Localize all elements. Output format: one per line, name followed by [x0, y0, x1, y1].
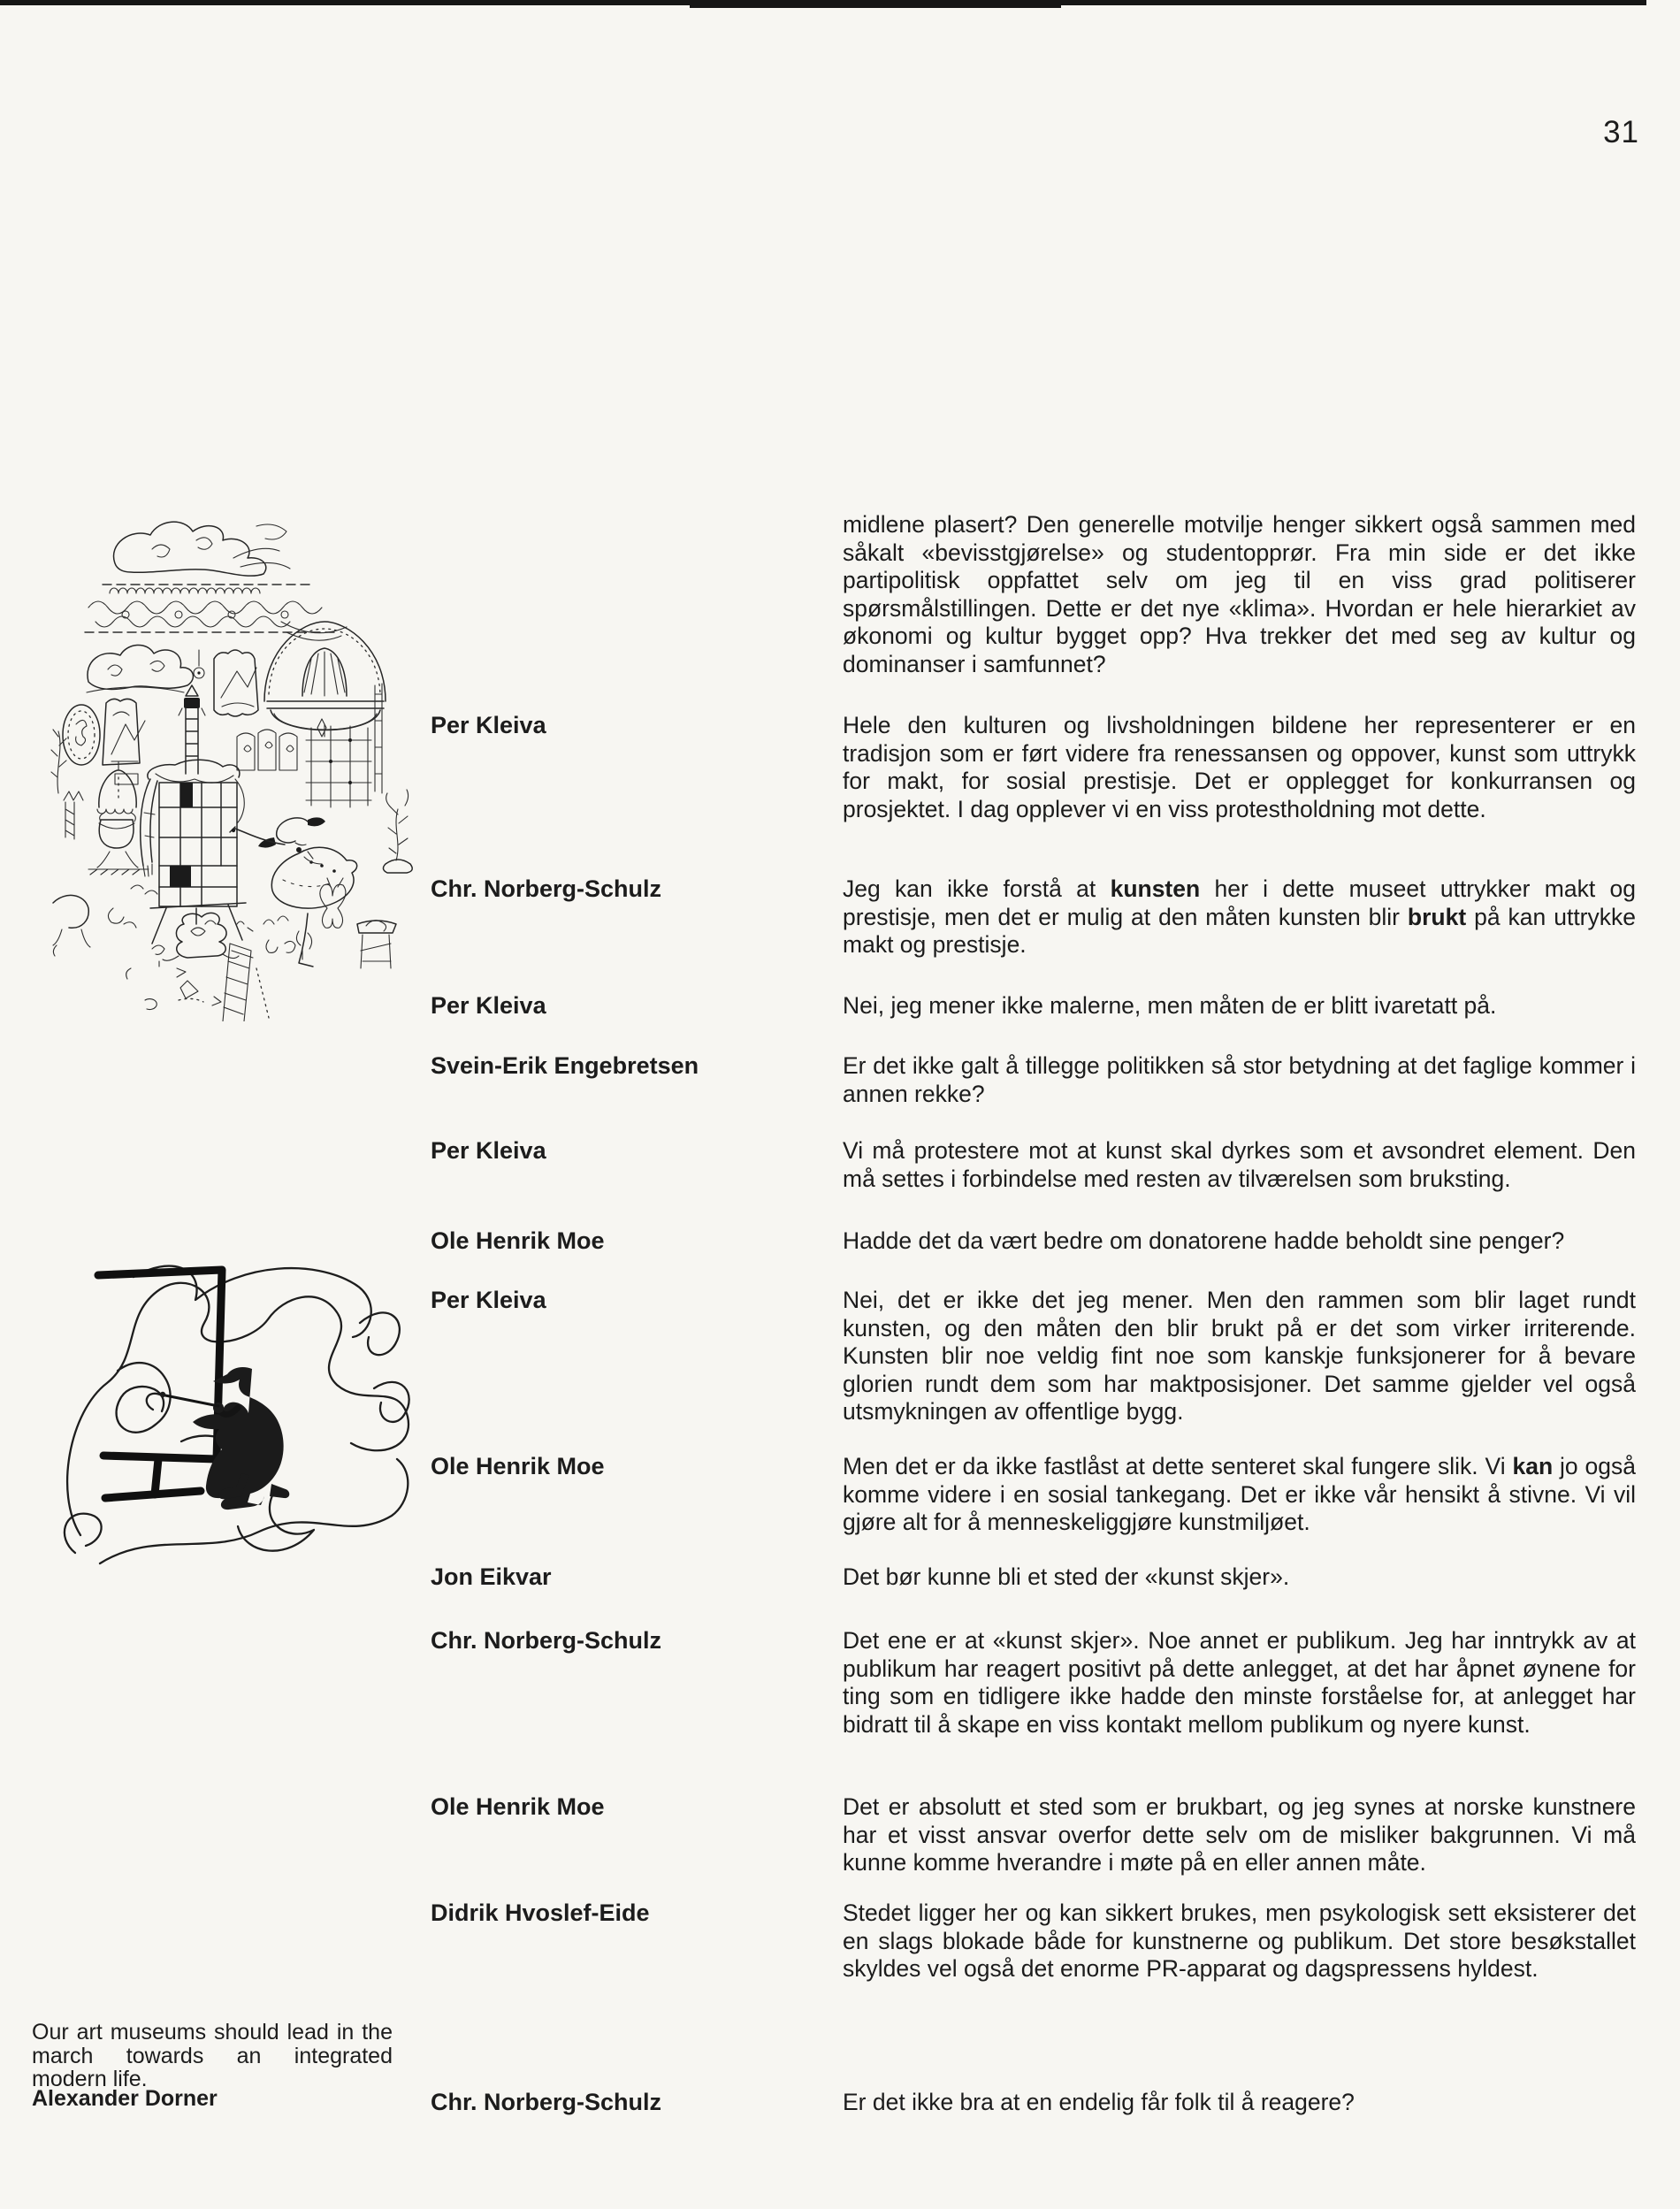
speech-text: Men det er da ikke fastlåst at dette senteret skal fungere slik. Vi kan jo også komme videre i en sosial tankegang. Det er ikke vår hensikt å stivne. Vi vil gjøre alt for å menneskeliggjøre kunstmiljøet.	[843, 1453, 1636, 1535]
speech-text: Stedet ligger her og kan sikkert brukes, men psykologisk sett eksisterer det en slags blokade både for kunstnerne og publikum. Det store besøkstallet skyldes vel også det enorme PR-apparat og dagspressens hyldest.	[843, 1899, 1636, 1982]
speech-text: Det ene er at «kunst skjer». Noe annet er publikum. Jeg har inntrykk av at publikum har reagert positivt på dette anlegget, at det har åpnet øynene for ting som en tidligere ikke hadde den minste forståelse for, at anlegget har bidratt til å skape en viss kontakt mellom publikum og nyere kunst.	[843, 1627, 1636, 1738]
speaker-name: Ole Henrik Moe	[431, 1793, 605, 1820]
speech-text: Er det ikke bra at en endelig får folk til å reagere?	[843, 2089, 1355, 2115]
speaker-name: Didrik Hvoslef-Eide	[431, 1899, 650, 1926]
quote-attribution: Alexander Dorner	[32, 2086, 218, 2111]
speaker-name: Ole Henrik Moe	[431, 1453, 605, 1479]
speech-text: midlene plasert? Den generelle motvilje henger sikkert også sammen med såkalt «bevisstgjørelse» og studentopprør. Fra min side er det ikke partipolitisk oppfattet selv om jeg til en viss grad politiserer spørsmålstillingen. Dette er det nye «klima». Hvordan er hele hierarkiet av økonomi og kultur bygget opp? Hva trekker det med seg av kultur og dominanser i samfunnet?	[843, 511, 1636, 677]
speaker-name: Ole Henrik Moe	[431, 1227, 605, 1254]
page-number: 31	[1603, 115, 1639, 149]
speech-text: Vi må protestere mot at kunst skal dyrkes som et avsondret element. Den må settes i forbindelse med resten av tilværelsen som bruksting.	[843, 1137, 1636, 1192]
speaker-name: Per Kleiva	[431, 992, 546, 1019]
speech-text: Hadde det da vært bedre om donatorene hadde beholdt sine penger?	[843, 1227, 1565, 1254]
sketch-artist-painting-mondrian-in-ornate-salon	[46, 508, 426, 1021]
speaker-name: Chr. Norberg-Schulz	[431, 2089, 662, 2115]
speech-text: Nei, jeg mener ikke malerne, men måten de er blitt ivaretatt på.	[843, 992, 1497, 1019]
footer-quote: Our art museums should lead in the march towards an integrated modern life.	[32, 2020, 393, 2091]
speech-text: Det er absolutt et sted som er brukbart, og jeg synes at norske kunstnere har et visst ansvar overfor dette selv om de misliker bakgrunnen. Vi må kunne komme hverandre i møte på en eller annen måte.	[843, 1793, 1636, 1876]
illustration-silhouette-painter	[49, 1238, 429, 1583]
speech-text: Jeg kan ikke forstå at kunsten her i dette museet uttrykker makt og prestisje, men det er mulig at den måten kunsten blir brukt på kan uttrykke makt og prestisje.	[843, 875, 1636, 958]
speech-text: Nei, det er ikke det jeg mener. Men den rammen som blir laget rundt kunsten, og den måten den blir brukt på er det som virker irriterende. Kunsten blir noe veldig fint noe som kanskje funksjonerer for å bevare glorien rundt dem som har maktposisjoner. Det samme gjelder vel også utsmykningen av offentlige bygg.	[843, 1287, 1636, 1425]
illustration-artist-ornate-salon	[46, 508, 426, 1021]
speaker-name: Chr. Norberg-Schulz	[431, 875, 662, 902]
speech-text: Hele den kulturen og livsholdningen bildene her representerer er en tradisjon som er ført videre fra renessansen og oppover, kunst som uttrykk for makt, for sosial prestisje. Det er opplegget for konkurransen og prosjektet. I dag opplever vi en viss protestholdning mot dette.	[843, 712, 1636, 822]
speaker-name: Svein-Erik Engebretsen	[431, 1052, 699, 1079]
speaker-name: Per Kleiva	[431, 712, 546, 738]
speech-text: Er det ikke galt å tillegge politikken så stor betydning at det faglige kommer i annen rekke?	[843, 1052, 1636, 1107]
sketch-silhouette-painter-amid-scribbles	[49, 1238, 429, 1583]
speaker-name: Jon Eikvar	[431, 1563, 552, 1590]
speaker-name: Chr. Norberg-Schulz	[431, 1627, 662, 1654]
speech-text: Det bør kunne bli et sted der «kunst skjer».	[843, 1563, 1290, 1590]
top-rule	[0, 0, 1646, 5]
speaker-name: Per Kleiva	[431, 1287, 546, 1313]
speaker-name: Per Kleiva	[431, 1137, 546, 1164]
